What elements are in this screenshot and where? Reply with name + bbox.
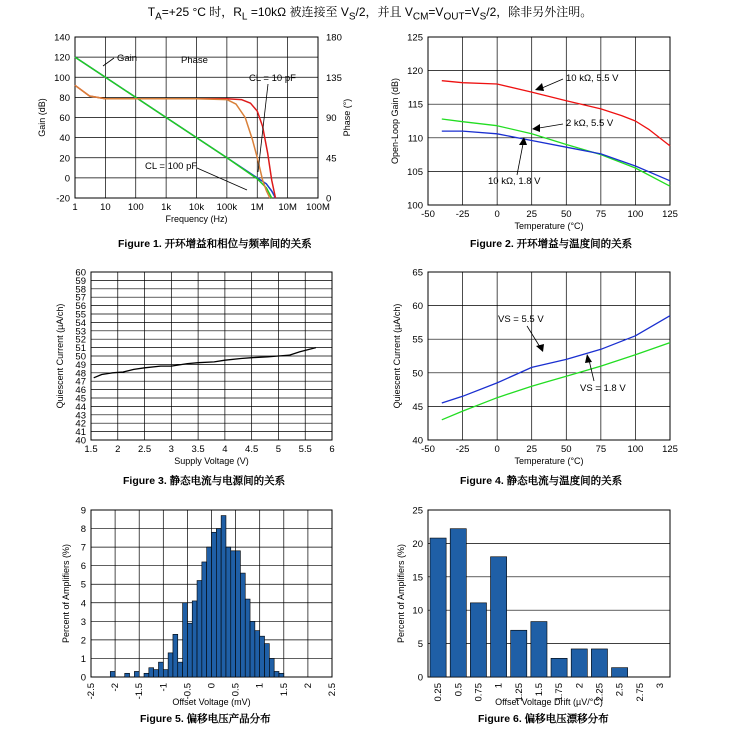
header-part3: /2，并且 V	[355, 5, 413, 19]
x-axis-label: Frequency (Hz)	[165, 214, 228, 224]
histogram-bar	[144, 673, 149, 677]
header-ta-sub: A	[155, 11, 162, 23]
header-part4: =V	[428, 5, 444, 19]
x-tick-label: 100	[127, 202, 144, 213]
histogram-bar	[260, 636, 265, 677]
histogram-bar	[168, 653, 173, 677]
x-tick-label: 0	[494, 209, 500, 220]
x-tick-label: 3	[168, 444, 174, 455]
chart-fig3-iq-vs-supply	[55, 268, 335, 467]
histogram-bar	[240, 573, 245, 677]
x-axis-label: Offset Voltage (mV)	[172, 697, 251, 707]
x-tick-label: 1	[72, 202, 78, 213]
histogram-bar	[236, 551, 241, 677]
annotation-leader	[517, 144, 523, 175]
y-tick-label: 20	[59, 153, 70, 165]
chart-fig2-gain-vs-temp	[390, 33, 678, 232]
histogram-bar	[430, 538, 446, 677]
histogram-bar	[216, 529, 221, 677]
y-tick-label: 45	[412, 401, 423, 413]
y2-axis-label: Phase (°)	[342, 98, 352, 137]
histogram-bar	[207, 547, 212, 677]
header-vcm-sub: CM	[412, 11, 429, 23]
y-tick-label: 54	[75, 317, 86, 329]
y-tick-label: 15	[412, 572, 423, 584]
histogram-bar	[269, 658, 274, 677]
x-axis-label: Supply Voltage (V)	[174, 456, 249, 466]
x-tick-label: 10	[100, 202, 111, 213]
x-tick-label: -0.5	[182, 683, 194, 700]
x-tick-label: 1k	[161, 202, 172, 213]
x-tick-label: -2.5	[86, 683, 97, 700]
histogram-bar	[450, 529, 466, 677]
annotation-leader	[542, 79, 563, 88]
header-part5: =V	[464, 5, 480, 19]
x-tick-label: -50	[421, 444, 435, 455]
x-axis-label: Temperature (°C)	[514, 221, 584, 231]
y-tick-label: 49	[75, 359, 86, 371]
histogram-bar	[231, 551, 236, 677]
x-tick-label: 100	[627, 209, 644, 220]
x-tick-label: 0	[494, 444, 500, 455]
x-tick-label: 10k	[188, 202, 205, 213]
x-axis-label: Temperature (°C)	[514, 456, 584, 466]
annotation-cl100: CL = 100 pF	[145, 161, 198, 172]
series-line	[75, 57, 272, 198]
y-tick-label: 140	[54, 32, 70, 44]
x-tick-label: 0	[206, 683, 218, 689]
y-tick-label: 80	[59, 92, 70, 104]
header-vs2-sub: S	[479, 11, 487, 23]
x-tick-label: -1.5	[134, 683, 146, 700]
y-tick-label: 42	[75, 418, 86, 430]
y-tick-label: 44	[75, 401, 86, 413]
annotation-leader	[539, 124, 563, 128]
x-tick-label: 4	[222, 444, 228, 455]
y-tick-label: 48	[75, 368, 86, 380]
x-tick-label: 0.5	[230, 683, 242, 697]
x-tick-label: 5.5	[298, 444, 312, 455]
x-tick-label: 3	[654, 683, 666, 689]
x-tick-label: 1.5	[278, 683, 290, 697]
header-ta: T	[147, 5, 156, 19]
y2-tick-label: 45	[326, 153, 337, 165]
y-tick-label: 41	[75, 427, 86, 439]
caption-fig4: Figure 4. 静态电流与温度间的关系	[460, 475, 623, 487]
x-tick-label: 2.25	[594, 683, 606, 702]
x-tick-label: 1.5	[533, 683, 545, 697]
y2-tick-label: 180	[326, 32, 342, 44]
histogram-bar	[265, 644, 270, 677]
x-tick-label: 5	[275, 444, 282, 455]
histogram-bar	[173, 634, 178, 677]
caption-fig2: Figure 2. 开环增益与温度间的关系	[470, 238, 633, 250]
y-tick-label: 52	[75, 334, 86, 346]
histogram-bar	[245, 599, 250, 677]
y-tick-label: 46	[75, 385, 86, 397]
caption-fig5: Figure 5. 偏移电压产品分布	[140, 713, 271, 725]
header-part2: =10kΩ 被连接至 V	[247, 5, 349, 19]
caption-fig1: Figure 1. 开环增益和相位与频率间的关系	[118, 238, 312, 250]
x-tick-label: 125	[662, 209, 678, 220]
x-tick-label: 2.5	[614, 683, 626, 697]
y-tick-label: 20	[412, 538, 423, 550]
y-tick-label: 53	[75, 326, 86, 338]
annotation-2k-5v5: 2 kΩ, 5.5 V	[566, 118, 614, 129]
histogram-bar	[212, 532, 217, 677]
x-tick-label: 0.25	[433, 683, 445, 702]
annotation-gain-leader	[103, 58, 114, 66]
x-tick-label: 10M	[278, 202, 297, 213]
y-axis-label: Gain (dB)	[37, 98, 47, 137]
x-tick-label: 100k	[216, 202, 238, 213]
y-tick-label: 110	[407, 133, 423, 145]
y-axis-label: Percent of Amplifiers (%)	[61, 543, 71, 644]
x-tick-label: 3.5	[191, 444, 205, 455]
chart-fig6-drift-histogram	[396, 506, 670, 708]
y-tick-label: 0	[80, 672, 86, 684]
x-tick-label: 100M	[306, 202, 330, 213]
x-tick-label: -1	[158, 683, 170, 692]
header-part1: =+25 °C 时，R	[161, 5, 242, 19]
histogram-bar	[125, 673, 130, 677]
annotation-vs-5v5: VS = 5.5 V	[498, 314, 544, 325]
histogram-bar	[154, 670, 159, 677]
x-tick-label: 1.75	[554, 683, 566, 702]
y2-tick-label: 135	[326, 72, 342, 84]
annotation-10k-1v8: 10 kΩ, 1.8 V	[488, 176, 541, 187]
y-axis-label: Open-Loop Gain (dB)	[390, 77, 400, 165]
y-tick-label: 0	[417, 672, 423, 684]
x-tick-label: 1	[493, 683, 505, 689]
x-tick-label: 4.5	[245, 444, 259, 455]
histogram-bar	[178, 662, 183, 677]
y-tick-label: 8	[80, 524, 86, 536]
x-tick-label: 2	[574, 683, 586, 689]
y-axis-label: Percent of Amplifiers (%)	[396, 543, 406, 644]
x-tick-label: 1	[254, 683, 266, 689]
y-tick-label: 56	[75, 301, 86, 313]
x-tick-label: -50	[421, 209, 435, 220]
y-tick-label: 40	[412, 435, 423, 447]
y-tick-label: 50	[412, 368, 423, 380]
y-tick-label: 51	[75, 343, 86, 355]
caption-fig3: Figure 3. 静态电流与电源间的关系	[123, 475, 286, 487]
annotation-leader	[527, 326, 540, 347]
x-tick-label: 0.5	[453, 683, 465, 697]
y-tick-label: 0	[64, 173, 70, 185]
header-vs-sub: S	[348, 11, 356, 23]
x-tick-label: 2	[115, 444, 121, 455]
y-tick-label: 57	[75, 292, 86, 304]
histogram-bar	[187, 623, 192, 677]
caption-fig6: Figure 6. 偏移电压漂移分布	[478, 713, 609, 725]
annotation-vs-1v8: VS = 1.8 V	[580, 383, 626, 394]
x-tick-label: 1M	[250, 202, 264, 213]
y-axis-label: Quiescent Current (µA/ch)	[392, 303, 402, 409]
annotation-10k-5v5: 10 kΩ, 5.5 V	[566, 73, 619, 84]
x-tick-label: 125	[662, 444, 678, 455]
y-tick-label: 55	[412, 334, 423, 346]
series-line	[94, 348, 316, 378]
y-tick-label: 9	[80, 505, 86, 517]
x-tick-label: -25	[455, 209, 470, 220]
annotation-leader	[589, 360, 594, 381]
header-vout-sub: OUT	[443, 11, 465, 23]
y-tick-label: 60	[75, 267, 86, 279]
y-tick-label: 45	[75, 393, 86, 405]
histogram-bar	[202, 562, 207, 677]
y-tick-label: 58	[75, 284, 86, 296]
series-line	[75, 85, 270, 198]
x-tick-label: 75	[595, 209, 607, 220]
histogram-bar	[183, 603, 188, 677]
histogram-bar	[110, 671, 115, 677]
y-tick-label: 5	[80, 579, 86, 591]
y-tick-label: 3	[80, 616, 86, 628]
y-tick-label: 7	[80, 542, 86, 554]
histogram-bar	[250, 621, 255, 677]
y-tick-label: 60	[59, 113, 70, 124]
x-tick-label: 25	[526, 209, 538, 220]
x-tick-label: 2.75	[634, 683, 646, 702]
annotation-arrow	[532, 124, 540, 132]
y-axis-label: Quiescent Current (µA/ch)	[55, 303, 65, 409]
y-tick-label: 105	[407, 166, 423, 178]
histogram-bar	[551, 658, 567, 677]
y-tick-label: 100	[407, 200, 423, 212]
chart-fig1-gain-phase	[37, 33, 352, 225]
x-tick-label: -2	[110, 683, 122, 692]
y-tick-label: 6	[80, 561, 86, 573]
x-tick-label: 2	[302, 683, 314, 689]
histogram-bar	[163, 670, 168, 677]
x-axis-label: Offset Voltage Drift (µV/°C)	[495, 697, 603, 707]
header-part6: /2，除非另外注明。	[486, 5, 593, 19]
chart-fig4-iq-vs-temp	[392, 268, 678, 467]
x-tick-label: 6	[329, 444, 335, 455]
histogram-bar	[226, 547, 231, 677]
histogram-bar	[158, 662, 163, 677]
histogram-bar	[612, 668, 628, 677]
y-tick-label: 1	[80, 653, 86, 665]
y-tick-label: 50	[75, 351, 86, 363]
y-tick-label: 40	[59, 133, 70, 145]
y-tick-label: 59	[75, 275, 86, 287]
x-tick-label: 25	[526, 444, 538, 455]
annotation-phase: Phase	[181, 55, 208, 66]
y-tick-label: 40	[75, 435, 86, 447]
chart-fig5-offset-histogram	[61, 506, 338, 708]
y-tick-label: 4	[80, 598, 86, 610]
plot-frame	[428, 272, 670, 440]
histogram-bar	[149, 668, 154, 677]
y-tick-label: 120	[407, 66, 423, 78]
annotation-arrow	[536, 344, 544, 352]
histogram-bar	[531, 622, 547, 677]
x-tick-label: 0.75	[473, 683, 485, 702]
y-tick-label: 55	[75, 309, 86, 321]
y-tick-label: 65	[412, 267, 423, 279]
annotation-gain: Gain	[117, 53, 138, 64]
annotation-arrow	[585, 354, 592, 363]
histogram-bar	[279, 673, 284, 677]
y-tick-label: 2	[80, 635, 86, 647]
x-tick-label: 2.5	[327, 683, 338, 697]
y-tick-label: 100	[54, 72, 70, 84]
x-tick-label: 1.25	[513, 683, 525, 702]
y-tick-label: 47	[75, 376, 86, 388]
histogram-bar	[511, 630, 527, 677]
y-tick-label: 125	[407, 32, 423, 44]
histogram-bar	[221, 516, 226, 677]
y-tick-label: 115	[407, 99, 423, 111]
histogram-bar	[255, 631, 260, 677]
y-tick-label: 120	[54, 52, 70, 64]
y-tick-label: 25	[412, 505, 423, 517]
x-tick-label: -25	[455, 444, 470, 455]
annotation-arrow	[535, 83, 544, 91]
x-tick-label: 2.5	[137, 444, 152, 455]
histogram-bar	[197, 581, 202, 677]
histogram-bar	[491, 557, 507, 677]
y2-tick-label: 90	[326, 113, 337, 124]
annotation-cl100-leader	[197, 168, 247, 190]
histogram-bar	[571, 649, 587, 677]
x-tick-label: 1.5	[84, 444, 98, 455]
y-tick-label: 60	[412, 301, 423, 313]
x-tick-label: 75	[595, 444, 607, 455]
y-tick-label: 10	[412, 605, 423, 617]
x-tick-label: 50	[560, 444, 572, 455]
histogram-bar	[470, 603, 486, 677]
header-rl-sub: L	[241, 11, 248, 23]
y-tick-label: 43	[75, 410, 86, 422]
y-tick-label: 5	[417, 639, 423, 651]
y2-tick-label: 0	[326, 193, 332, 205]
histogram-bar	[274, 671, 279, 677]
x-tick-label: 100	[627, 444, 644, 455]
histogram-bar	[192, 601, 197, 677]
histogram-bar	[134, 671, 139, 677]
annotation-cl10: CL = 10 pF	[249, 73, 296, 84]
x-tick-label: 50	[560, 209, 572, 220]
y-tick-label: -20	[56, 193, 70, 205]
histogram-bar	[591, 649, 607, 677]
